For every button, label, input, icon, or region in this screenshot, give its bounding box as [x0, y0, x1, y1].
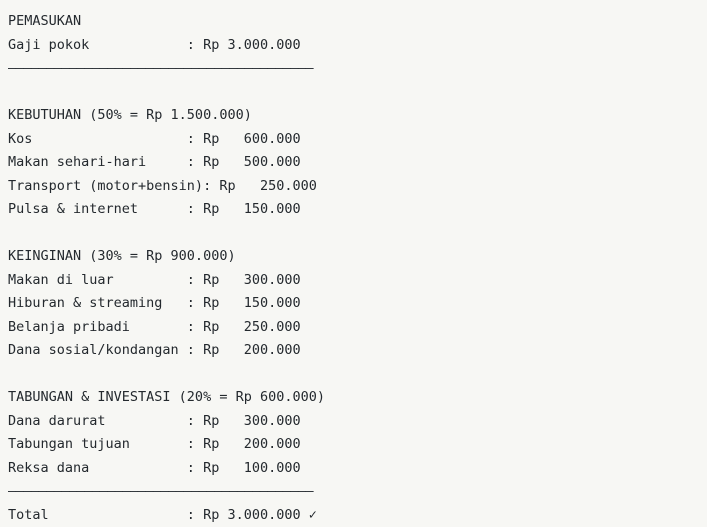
section-heading-pemasukan: PEMASUKAN	[8, 10, 707, 34]
budget-line-gaji-pokok: Gaji pokok : Rp 3.000.000	[8, 34, 707, 58]
budget-line-belanja-pribadi: Belanja pribadi : Rp 250.000	[8, 316, 707, 340]
budget-line-makan-di-luar: Makan di luar : Rp 300.000	[8, 269, 707, 293]
divider-top: ————————————————————————————————————————	[8, 57, 707, 81]
budget-line-kos: Kos : Rp 600.000	[8, 128, 707, 152]
spacer-2	[8, 222, 707, 246]
budget-line-makan-sehari-hari: Makan sehari-hari : Rp 500.000	[8, 151, 707, 175]
budget-line-tabungan-tujuan: Tabungan tujuan : Rp 200.000	[8, 433, 707, 457]
divider-bottom: ————————————————————————————————————————	[8, 480, 707, 504]
budget-line-total: Total : Rp 3.000.000 ✓	[8, 504, 707, 527]
section-heading-keinginan: KEINGINAN (30% = Rp 900.000)	[8, 245, 707, 269]
budget-line-reksa-dana: Reksa dana : Rp 100.000	[8, 457, 707, 481]
budget-line-hiburan-streaming: Hiburan & streaming : Rp 150.000	[8, 292, 707, 316]
budget-line-transport: Transport (motor+bensin): Rp 250.000	[8, 175, 707, 199]
spacer-3	[8, 363, 707, 387]
budget-line-pulsa-internet: Pulsa & internet : Rp 150.000	[8, 198, 707, 222]
budget-line-dana-sosial: Dana sosial/kondangan : Rp 200.000	[8, 339, 707, 363]
section-heading-kebutuhan: KEBUTUHAN (50% = Rp 1.500.000)	[8, 104, 707, 128]
section-heading-tabungan-investasi: TABUNGAN & INVESTASI (20% = Rp 600.000)	[8, 386, 707, 410]
budget-line-dana-darurat: Dana darurat : Rp 300.000	[8, 410, 707, 434]
spacer-1	[8, 81, 707, 105]
